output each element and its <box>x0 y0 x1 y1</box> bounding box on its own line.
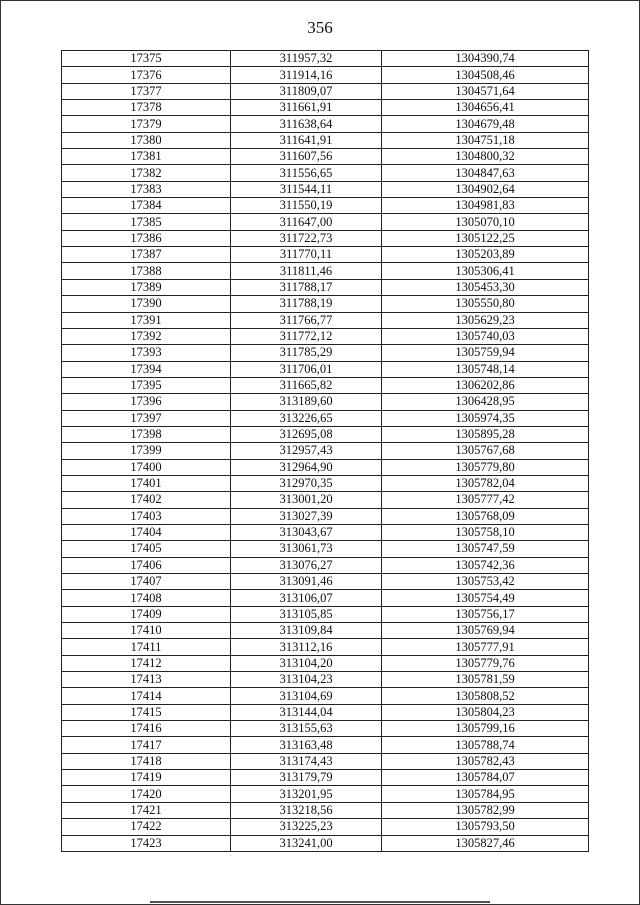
x-coordinate-cell: 311766,77 <box>231 312 382 328</box>
point-number-cell: 17392 <box>62 328 231 344</box>
point-number-cell: 17387 <box>62 247 231 263</box>
point-number-cell: 17377 <box>62 83 231 99</box>
x-coordinate-cell: 313189,60 <box>231 394 382 410</box>
point-number-cell: 17379 <box>62 116 231 132</box>
table-row <box>62 426 589 442</box>
x-coordinate-cell: 313091,46 <box>231 574 382 590</box>
x-coordinate-cell: 313226,65 <box>231 410 382 426</box>
table-row <box>62 672 589 688</box>
y-coordinate-cell: 1305788,74 <box>382 737 589 753</box>
y-coordinate-cell: 1305974,35 <box>382 410 589 426</box>
table-row <box>62 443 589 459</box>
table-row <box>62 835 589 851</box>
x-coordinate-cell: 313112,16 <box>231 639 382 655</box>
x-coordinate-cell: 311722,73 <box>231 230 382 246</box>
x-coordinate-cell: 313225,23 <box>231 819 382 835</box>
y-coordinate-cell: 1305754,49 <box>382 590 589 606</box>
table-row <box>62 198 589 214</box>
x-coordinate-cell: 313106,07 <box>231 590 382 606</box>
y-coordinate-cell: 1305756,17 <box>382 606 589 622</box>
table-row <box>62 149 589 165</box>
y-coordinate-cell: 1305779,80 <box>382 459 589 475</box>
x-coordinate-cell: 311607,56 <box>231 149 382 165</box>
x-coordinate-cell: 311770,11 <box>231 247 382 263</box>
x-coordinate-cell: 313144,04 <box>231 704 382 720</box>
x-coordinate-cell: 313201,95 <box>231 786 382 802</box>
point-number-cell: 17382 <box>62 165 231 181</box>
table-row <box>62 459 589 475</box>
x-coordinate-cell: 311772,12 <box>231 328 382 344</box>
point-number-cell: 17386 <box>62 230 231 246</box>
y-coordinate-cell: 1305784,95 <box>382 786 589 802</box>
y-coordinate-cell: 1305629,23 <box>382 312 589 328</box>
table-row <box>62 230 589 246</box>
x-coordinate-cell: 312957,43 <box>231 443 382 459</box>
point-number-cell: 17397 <box>62 410 231 426</box>
table-row <box>62 524 589 540</box>
table-row <box>62 328 589 344</box>
x-coordinate-cell: 313104,20 <box>231 655 382 671</box>
table-row <box>62 623 589 639</box>
table-row <box>62 655 589 671</box>
x-coordinate-cell: 313179,79 <box>231 770 382 786</box>
table-row <box>62 263 589 279</box>
point-number-cell: 17402 <box>62 492 231 508</box>
y-coordinate-cell: 1305070,10 <box>382 214 589 230</box>
table-row <box>62 100 589 116</box>
x-coordinate-cell: 311914,16 <box>231 67 382 83</box>
y-coordinate-cell: 1304902,64 <box>382 181 589 197</box>
table-row <box>62 704 589 720</box>
point-number-cell: 17417 <box>62 737 231 753</box>
point-number-cell: 17409 <box>62 606 231 622</box>
x-coordinate-cell: 312695,08 <box>231 426 382 442</box>
table-row <box>62 296 589 312</box>
point-number-cell: 17375 <box>62 51 231 67</box>
point-number-cell: 17390 <box>62 296 231 312</box>
y-coordinate-cell: 1305793,50 <box>382 819 589 835</box>
table-row <box>62 51 589 67</box>
x-coordinate-cell: 311544,11 <box>231 181 382 197</box>
y-coordinate-cell: 1305758,10 <box>382 524 589 540</box>
table-row <box>62 165 589 181</box>
point-number-cell: 17393 <box>62 345 231 361</box>
y-coordinate-cell: 1305768,09 <box>382 508 589 524</box>
y-coordinate-cell: 1305740,03 <box>382 328 589 344</box>
point-number-cell: 17383 <box>62 181 231 197</box>
x-coordinate-cell: 311641,91 <box>231 132 382 148</box>
point-number-cell: 17418 <box>62 753 231 769</box>
y-coordinate-cell: 1305769,94 <box>382 623 589 639</box>
table-row <box>62 639 589 655</box>
table-row <box>62 377 589 393</box>
y-coordinate-cell: 1304981,83 <box>382 198 589 214</box>
table-row <box>62 492 589 508</box>
y-coordinate-cell: 1305748,14 <box>382 361 589 377</box>
point-number-cell: 17410 <box>62 623 231 639</box>
y-coordinate-cell: 1304656,41 <box>382 100 589 116</box>
point-number-cell: 17404 <box>62 524 231 540</box>
y-coordinate-cell: 1305895,28 <box>382 426 589 442</box>
y-coordinate-cell: 1305799,16 <box>382 721 589 737</box>
y-coordinate-cell: 1304571,64 <box>382 83 589 99</box>
table-row <box>62 557 589 573</box>
point-number-cell: 17394 <box>62 361 231 377</box>
y-coordinate-cell: 1305747,59 <box>382 541 589 557</box>
point-number-cell: 17389 <box>62 279 231 295</box>
y-coordinate-cell: 1306202,86 <box>382 377 589 393</box>
table-row <box>62 753 589 769</box>
point-number-cell: 17408 <box>62 590 231 606</box>
table-row <box>62 590 589 606</box>
x-coordinate-cell: 313061,73 <box>231 541 382 557</box>
y-coordinate-cell: 1304847,63 <box>382 165 589 181</box>
point-number-cell: 17398 <box>62 426 231 442</box>
coordinates-table <box>61 50 589 852</box>
table-row <box>62 394 589 410</box>
point-number-cell: 17391 <box>62 312 231 328</box>
point-number-cell: 17384 <box>62 198 231 214</box>
y-coordinate-cell: 1305453,30 <box>382 279 589 295</box>
table-row <box>62 508 589 524</box>
table-row <box>62 361 589 377</box>
table-row <box>62 247 589 263</box>
x-coordinate-cell: 311647,00 <box>231 214 382 230</box>
y-coordinate-cell: 1304679,48 <box>382 116 589 132</box>
point-number-cell: 17412 <box>62 655 231 671</box>
table-row <box>62 116 589 132</box>
x-coordinate-cell: 312970,35 <box>231 475 382 491</box>
y-coordinate-cell: 1305808,52 <box>382 688 589 704</box>
table-row <box>62 786 589 802</box>
table-row <box>62 345 589 361</box>
y-coordinate-cell: 1305784,07 <box>382 770 589 786</box>
y-coordinate-cell: 1305782,43 <box>382 753 589 769</box>
table-row <box>62 802 589 818</box>
y-coordinate-cell: 1304800,32 <box>382 149 589 165</box>
x-coordinate-cell: 313027,39 <box>231 508 382 524</box>
table-row <box>62 83 589 99</box>
y-coordinate-cell: 1305781,59 <box>382 672 589 688</box>
point-number-cell: 17423 <box>62 835 231 851</box>
x-coordinate-cell: 313109,84 <box>231 623 382 639</box>
x-coordinate-cell: 313218,56 <box>231 802 382 818</box>
x-coordinate-cell: 311957,32 <box>231 51 382 67</box>
x-coordinate-cell: 313105,85 <box>231 606 382 622</box>
y-coordinate-cell: 1305827,46 <box>382 835 589 851</box>
y-coordinate-cell: 1305782,99 <box>382 802 589 818</box>
x-coordinate-cell: 312964,90 <box>231 459 382 475</box>
y-coordinate-cell: 1305804,23 <box>382 704 589 720</box>
table-row <box>62 181 589 197</box>
y-coordinate-cell: 1304751,18 <box>382 132 589 148</box>
table-row <box>62 475 589 491</box>
x-coordinate-cell: 311665,82 <box>231 377 382 393</box>
y-coordinate-cell: 1305122,25 <box>382 230 589 246</box>
point-number-cell: 17388 <box>62 263 231 279</box>
x-coordinate-cell: 313076,27 <box>231 557 382 573</box>
page-number: 356 <box>307 18 333 37</box>
point-number-cell: 17376 <box>62 67 231 83</box>
x-coordinate-cell: 311556,65 <box>231 165 382 181</box>
table-row <box>62 688 589 704</box>
table-row <box>62 606 589 622</box>
x-coordinate-cell: 313174,43 <box>231 753 382 769</box>
point-number-cell: 17419 <box>62 770 231 786</box>
x-coordinate-cell: 313163,48 <box>231 737 382 753</box>
y-coordinate-cell: 1305767,68 <box>382 443 589 459</box>
table-row <box>62 541 589 557</box>
point-number-cell: 17400 <box>62 459 231 475</box>
y-coordinate-cell: 1304508,46 <box>382 67 589 83</box>
point-number-cell: 17399 <box>62 443 231 459</box>
bottom-rule <box>150 901 490 903</box>
point-number-cell: 17422 <box>62 819 231 835</box>
y-coordinate-cell: 1305782,04 <box>382 475 589 491</box>
y-coordinate-cell: 1305203,89 <box>382 247 589 263</box>
table-row <box>62 770 589 786</box>
point-number-cell: 17421 <box>62 802 231 818</box>
table-row <box>62 214 589 230</box>
table-row <box>62 279 589 295</box>
x-coordinate-cell: 311788,19 <box>231 296 382 312</box>
y-coordinate-cell: 1305759,94 <box>382 345 589 361</box>
point-number-cell: 17416 <box>62 721 231 737</box>
x-coordinate-cell: 311550,19 <box>231 198 382 214</box>
table-row <box>62 67 589 83</box>
point-number-cell: 17420 <box>62 786 231 802</box>
point-number-cell: 17411 <box>62 639 231 655</box>
x-coordinate-cell: 311706,01 <box>231 361 382 377</box>
point-number-cell: 17395 <box>62 377 231 393</box>
point-number-cell: 17401 <box>62 475 231 491</box>
x-coordinate-cell: 311809,07 <box>231 83 382 99</box>
y-coordinate-cell: 1305777,42 <box>382 492 589 508</box>
table-row <box>62 410 589 426</box>
table-row <box>62 737 589 753</box>
point-number-cell: 17378 <box>62 100 231 116</box>
table-row <box>62 574 589 590</box>
y-coordinate-cell: 1305742,36 <box>382 557 589 573</box>
y-coordinate-cell: 1305306,41 <box>382 263 589 279</box>
x-coordinate-cell: 313241,00 <box>231 835 382 851</box>
point-number-cell: 17403 <box>62 508 231 524</box>
y-coordinate-cell: 1305777,91 <box>382 639 589 655</box>
table-row <box>62 721 589 737</box>
x-coordinate-cell: 311788,17 <box>231 279 382 295</box>
y-coordinate-cell: 1305753,42 <box>382 574 589 590</box>
point-number-cell: 17385 <box>62 214 231 230</box>
x-coordinate-cell: 313001,20 <box>231 492 382 508</box>
y-coordinate-cell: 1306428,95 <box>382 394 589 410</box>
table-row <box>62 819 589 835</box>
coordinates-table-body <box>62 51 589 852</box>
x-coordinate-cell: 313104,69 <box>231 688 382 704</box>
point-number-cell: 17406 <box>62 557 231 573</box>
point-number-cell: 17380 <box>62 132 231 148</box>
x-coordinate-cell: 311785,29 <box>231 345 382 361</box>
x-coordinate-cell: 313043,67 <box>231 524 382 540</box>
point-number-cell: 17414 <box>62 688 231 704</box>
y-coordinate-cell: 1305779,76 <box>382 655 589 671</box>
x-coordinate-cell: 313104,23 <box>231 672 382 688</box>
table-row <box>62 312 589 328</box>
point-number-cell: 17413 <box>62 672 231 688</box>
x-coordinate-cell: 311661,91 <box>231 100 382 116</box>
x-coordinate-cell: 311638,64 <box>231 116 382 132</box>
table-row <box>62 132 589 148</box>
point-number-cell: 17405 <box>62 541 231 557</box>
point-number-cell: 17381 <box>62 149 231 165</box>
point-number-cell: 17407 <box>62 574 231 590</box>
y-coordinate-cell: 1305550,80 <box>382 296 589 312</box>
x-coordinate-cell: 311811,46 <box>231 263 382 279</box>
y-coordinate-cell: 1304390,74 <box>382 51 589 67</box>
point-number-cell: 17415 <box>62 704 231 720</box>
x-coordinate-cell: 313155,63 <box>231 721 382 737</box>
point-number-cell: 17396 <box>62 394 231 410</box>
